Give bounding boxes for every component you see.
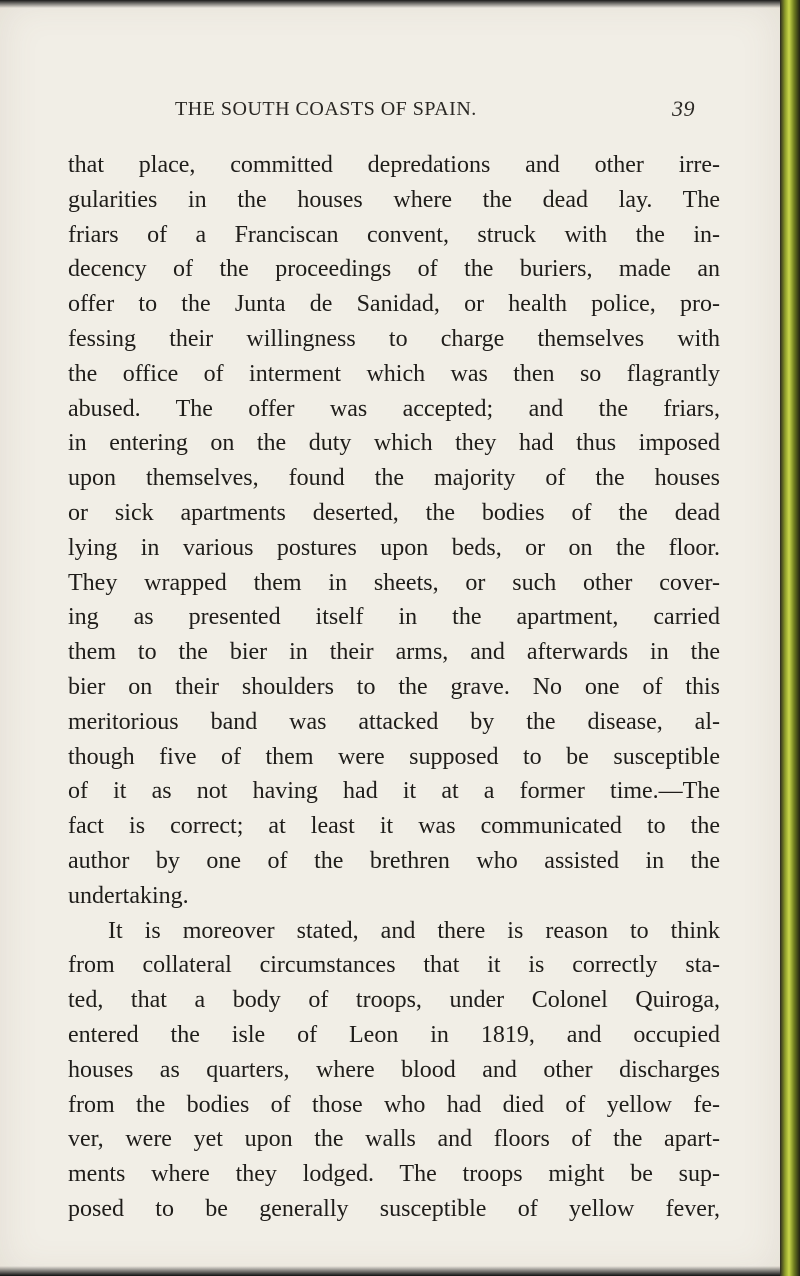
text-line: ments where they lodged. The troops might be sup- — [68, 1161, 720, 1188]
text-line: ing as presented itself in the apartment, carried — [68, 604, 720, 631]
text-line: or sick apartments deserted, the bodies of the dead — [68, 499, 720, 526]
text-line: though five of them were supposed to be susceptible — [68, 743, 720, 770]
text-line: upon themselves, found the majority of the houses — [68, 465, 720, 492]
text-line: the office of interment which was then so flagrantly — [68, 360, 720, 387]
text-line: bier on their shoulders to the grave. No one of this — [68, 673, 720, 700]
text-line: from the bodies of those who had died of yellow fe- — [68, 1091, 720, 1118]
text-line: posed to be generally susceptible of yellow fever, — [68, 1195, 720, 1222]
text-line: that place, committed depredations and other irre- — [68, 152, 720, 178]
text-line: It is moreover stated, and there is reason to think — [108, 917, 720, 944]
text-line: of it as not having had it at a former time.—The — [68, 778, 720, 805]
text-line: offer to the Junta de Sanidad, or health police, pro- — [68, 291, 720, 318]
text-line: They wrapped them in sheets, or such other cover- — [68, 569, 720, 596]
text-line: meritorious band was attacked by the disease, al- — [68, 708, 720, 735]
text-line: gularities in the houses where the dead lay. The — [68, 186, 720, 213]
text-line: fact is correct; at least it was communicated to the — [68, 813, 720, 840]
text-line: ver, were yet upon the walls and floors of the apart- — [68, 1126, 720, 1153]
text-line: fessing their willingness to charge themselves with — [68, 325, 720, 352]
page-number: 39 — [672, 96, 695, 121]
text-line: entered the isle of Leon in 1819, and occupied — [68, 1021, 720, 1048]
running-title: THE SOUTH COASTS OF SPAIN. — [175, 98, 477, 120]
text-line: friars of a Franciscan convent, struck with the in- — [68, 221, 720, 248]
text-line: them to the bier in their arms, and afterwards in the — [68, 639, 720, 666]
body-text — [68, 148, 720, 1227]
text-line: author by one of the brethren who assisted in the — [68, 847, 720, 874]
text-line: houses as quarters, where blood and other discharges — [68, 1056, 720, 1083]
text-line: ted, that a body of troops, under Colonel Quiroga, — [68, 987, 720, 1014]
text-line: abused. The offer was accepted; and the friars, — [68, 395, 720, 422]
paragraph-1 — [68, 148, 720, 914]
text-line: in entering on the duty which they had thus imposed — [68, 430, 720, 457]
text-line: lying in various postures upon beds, or on the floor. — [68, 534, 720, 561]
paragraph-2 — [68, 914, 720, 1227]
book-spine-edge — [780, 0, 800, 1276]
page-top-shadow — [0, 0, 780, 8]
text-line: undertaking. — [68, 882, 189, 909]
text-line: decency of the proceedings of the buriers, made an — [68, 256, 720, 283]
text-line: from collateral circumstances that it is correctly sta- — [68, 952, 720, 979]
page-bottom-shadow — [0, 1266, 780, 1276]
